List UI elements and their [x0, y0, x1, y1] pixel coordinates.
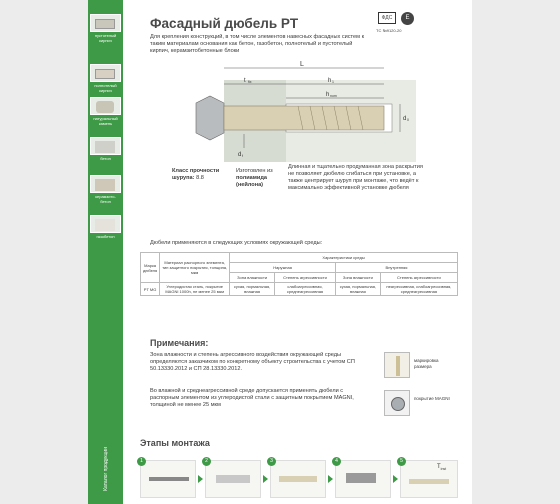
- material-label: натуральный камень: [93, 116, 118, 126]
- conditions-intro: Дюбели применяются в следующих условиях окружающей среды:: [150, 240, 323, 246]
- dim-tfix-sub: fix: [248, 80, 252, 84]
- arrow-icon: [263, 475, 268, 483]
- dim-tfix-label: t: [244, 78, 246, 84]
- blow-out-icon: [216, 475, 250, 483]
- tc-cert-number: ТС №9120-20: [376, 28, 402, 33]
- expanded-clay-icon: [90, 175, 121, 193]
- step-number: 5: [397, 457, 406, 466]
- cell-inner-agr: неагрессивная, слабоагрессивная, среднеагрессивная: [380, 283, 457, 296]
- cell-outer-agr: слабоагрессивная, среднеагрессивная: [274, 283, 335, 296]
- cell-material: Углеродистая сталь, покрытие MAGNI 1000h, не менее 25 мкм: [160, 283, 230, 296]
- hammer-icon: [346, 473, 376, 483]
- col-header-outer-hum: Зона влажности: [230, 273, 275, 283]
- dim-h1-label: h: [328, 78, 332, 84]
- dowel-sleeve: [224, 106, 384, 130]
- marking-label: маркировка размера: [414, 358, 439, 369]
- table-row: [141, 283, 458, 296]
- sidebar-catalog-title: Каталог продукции: [103, 447, 109, 491]
- material-aerated-concrete: [90, 215, 121, 239]
- material-text: Изготовлен из: [236, 168, 273, 174]
- cell-mark: PT MG: [141, 283, 160, 296]
- col-header-env: Характеристики среды: [230, 253, 458, 263]
- arrow-icon: [393, 475, 398, 483]
- catalog-page: [88, 0, 472, 504]
- dim-df-sub: f: [242, 154, 243, 158]
- page-title: Фасадный дюбель PT: [150, 16, 299, 31]
- screw-tighten-icon: [409, 479, 449, 484]
- col-header-inner-agr: Степень агрессивности: [380, 273, 457, 283]
- drill-icon: [149, 477, 189, 481]
- material-brick-hollow: [90, 14, 121, 43]
- hex-head-icon: [196, 96, 224, 140]
- material-label: керамзито-бетон: [95, 194, 116, 204]
- step-4: [335, 460, 391, 498]
- step-1: [140, 460, 196, 498]
- material-label: полнотелый кирпич: [94, 83, 117, 93]
- col-header-material: Материал распорного элемента, тип защитного покрытия, толщина, мкм: [160, 253, 230, 283]
- dim-df-label: d: [238, 152, 242, 158]
- material-label: бетон: [100, 156, 111, 161]
- col-header-mark: Марка дюбеля: [141, 253, 160, 283]
- expansion-zone-callout: Длинная и тщательно продуманная зона раскрытия не позволяет дюбелю сгибаться при установке, а также центрирует шуруп при монтаже, что ведёт к максимально эффективной установке дюбеля: [288, 164, 423, 191]
- concrete-icon: [90, 137, 121, 155]
- material-name: полиамида: [236, 175, 267, 181]
- dim-d0-label: d: [403, 116, 407, 122]
- stone-icon: [90, 97, 121, 115]
- col-header-outer: Наружная: [230, 263, 336, 273]
- screw-class-value: 8.8: [196, 175, 204, 181]
- dim-hnom-label: h: [326, 92, 330, 98]
- col-header-inner: Внутренняя: [335, 263, 457, 273]
- magni-coating-image: [384, 390, 410, 416]
- cell-inner-hum: сухая, нормальная, влажная: [335, 283, 380, 296]
- material-stone: [90, 97, 121, 126]
- material-alt-name: (нейлона): [236, 182, 264, 188]
- aerated-concrete-icon: [90, 215, 121, 233]
- note-2: Во влажной и среднеагрессивной среде допускается применять дюбели с распорным элементом из углеродистой стали с защитным покрытием MAGNI, толщиной не менее 25 мкм: [150, 388, 354, 408]
- col-header-inner-hum: Зона влажности: [335, 273, 380, 283]
- conditions-table: [140, 252, 458, 296]
- step-2: [205, 460, 261, 498]
- material-label: пустотелый кирпич: [94, 33, 117, 43]
- step-number: 3: [267, 457, 276, 466]
- anchor-diagram: [188, 58, 428, 168]
- material-label: газобетон: [96, 234, 115, 239]
- material-sidebar: [88, 0, 123, 504]
- coating-label: покрытие MAGNI: [414, 396, 450, 401]
- eac-icon: E: [401, 12, 414, 25]
- material-brick-solid: [90, 64, 121, 93]
- tinst-sub: inst: [440, 467, 447, 472]
- col-header-outer-agr: Степень агрессивности: [274, 273, 335, 283]
- arrow-icon: [198, 475, 203, 483]
- step-number: 1: [137, 457, 146, 466]
- fs-cert-icon: ФДС: [378, 12, 396, 24]
- page-subtitle: Для крепления конструкций, в том числе элементов навесных фасадных систем к таким материалам основания как бетон, газобетон, полнотелый и пустотелый кирпич, керамзитобетонные блоки: [150, 34, 365, 54]
- solid-brick-icon: [90, 64, 121, 82]
- marking-image: [384, 352, 410, 378]
- dim-d0-sub: 0: [407, 118, 409, 122]
- material-callout: [236, 168, 291, 189]
- dim-h1-sub: 1: [332, 80, 334, 84]
- step-number: 4: [332, 457, 341, 466]
- step-5: [400, 460, 458, 498]
- notes-title: Примечания:: [150, 338, 209, 348]
- tinst-symbol: T: [437, 464, 441, 470]
- screw-class-label: Класс прочности шурупа:: [172, 168, 220, 181]
- cell-outer-hum: сухая, нормальная, влажная: [230, 283, 275, 296]
- step-3: [270, 460, 326, 498]
- step-number: 2: [202, 457, 211, 466]
- dim-L-label: L: [300, 61, 304, 68]
- steps-title: Этапы монтажа: [140, 438, 210, 448]
- note-1: Зона влажности и степень агрессивного воздействия окружающей среды определяются заказчиком по конкретному объекту строительства с учетом СП 50.13330.2012 и СП 28.13330.2012.: [150, 352, 355, 372]
- tinst-label: [437, 464, 446, 471]
- arrow-icon: [328, 475, 333, 483]
- material-expanded-clay: [90, 175, 121, 204]
- hollow-brick-icon: [90, 14, 121, 32]
- fs-cert-badge: [378, 12, 396, 24]
- material-concrete: [90, 137, 121, 161]
- screw-class-callout: [172, 168, 232, 182]
- dim-hnom-sub: nom: [330, 94, 337, 98]
- dowel-insert-icon: [279, 476, 317, 482]
